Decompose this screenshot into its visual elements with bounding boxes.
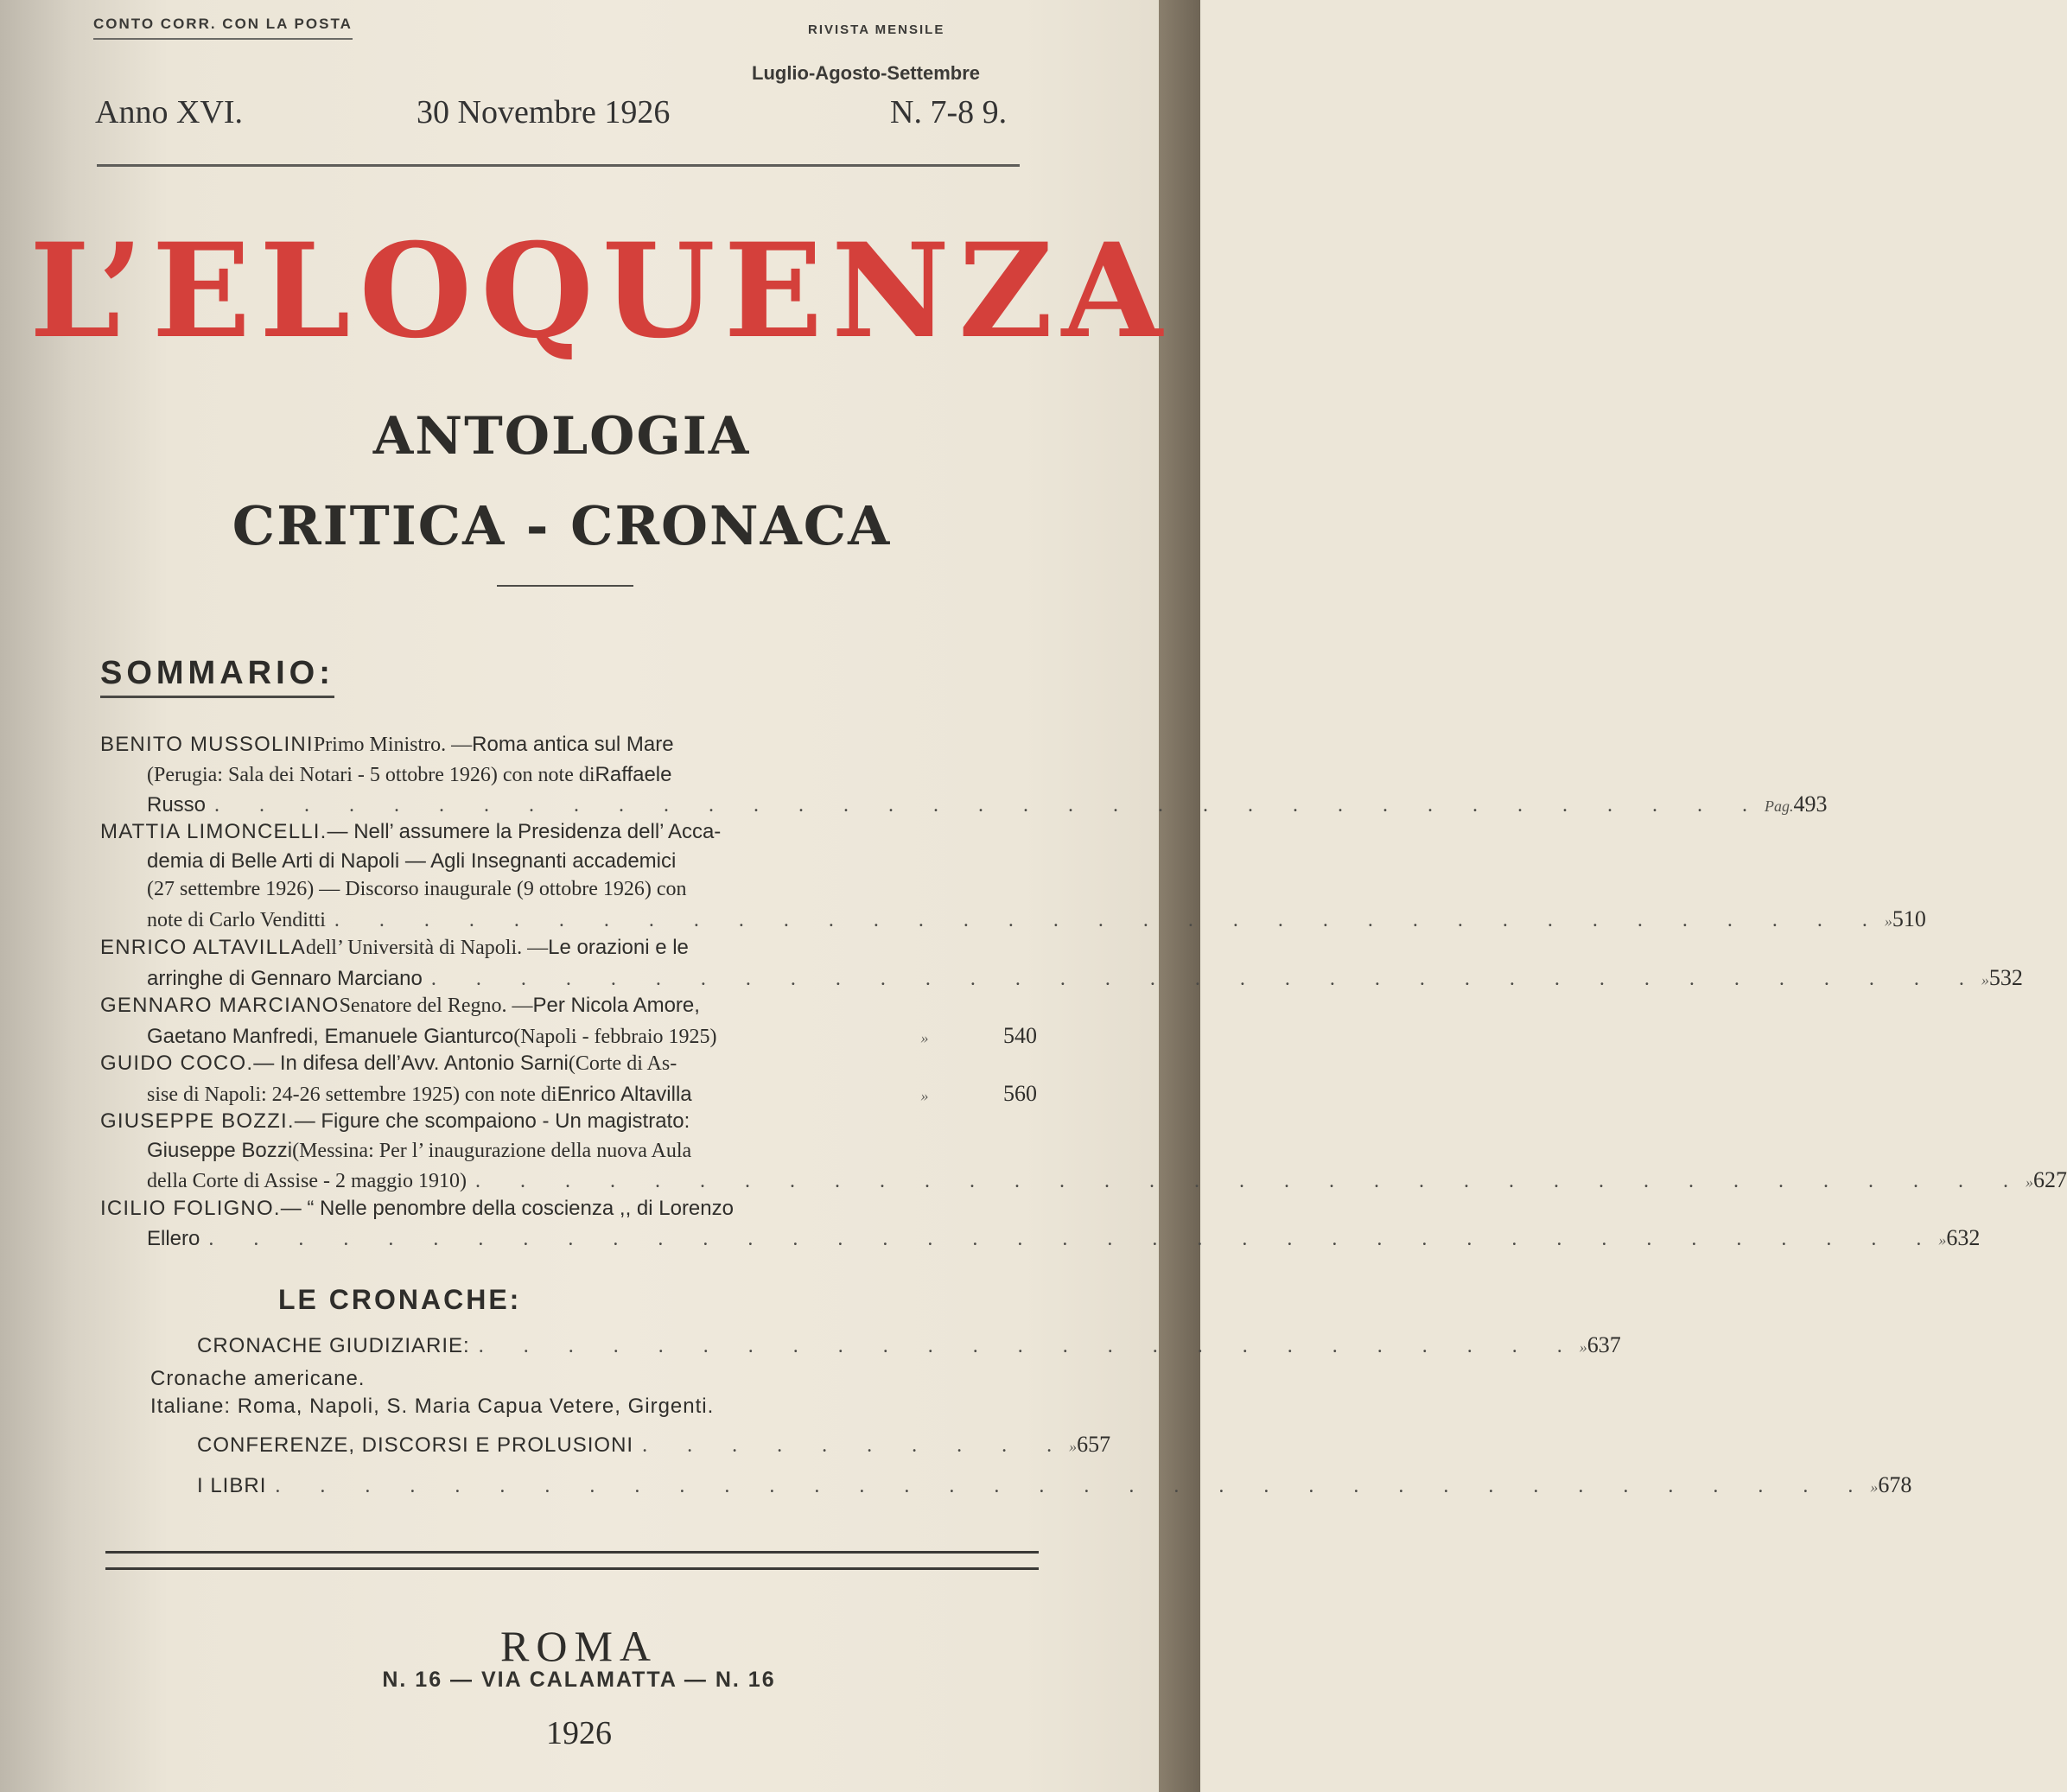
publication-year: 1926 [546, 1715, 612, 1751]
entry-title: Roma antica sul Mare [472, 733, 674, 756]
conto-posta-label: CONTO CORR. CON LA POSTA [93, 16, 353, 40]
conferenze-row: CONFERENZE, DISCORSI E PROLUSIONI . . . . . . . . . . » 657 [100, 1430, 1037, 1461]
ditto-mark: » [920, 1086, 929, 1104]
months-label: Luglio-Agosto-Settembre [752, 62, 980, 84]
entry-author: GIUSEPPE BOZZI. [100, 1109, 295, 1133]
entry-text: arringhe di Gennaro Marciano [147, 966, 423, 990]
footer-rule-bottom [105, 1567, 1039, 1570]
entry-text: (Perugia: Sala dei Notari - 5 ottobre 1926) con note di [147, 763, 595, 786]
entry-text: sise di Napoli: 24-26 settembre 1925) con note di [147, 1083, 557, 1106]
ditto-mark: » [920, 1028, 929, 1046]
ditto-mark: » [2025, 1173, 2033, 1191]
toc-entry-coco [100, 1049, 1037, 1110]
entry-author: ENRICO ALTAVILLA [100, 936, 306, 959]
cronache-americane: Cronache americane. [150, 1367, 366, 1390]
ditto-mark: » [1938, 1230, 1947, 1249]
ditto-mark: » [1870, 1478, 1879, 1496]
toc-entry-foligno: ICILIO FOLIGNO. — “ Nelle penombre della coscienza ,, di Lorenzo Ellero . . . . . . . . . . . . . . . . . . . . . . . . . . . . . . . . . . . . . . . » 632 [100, 1194, 1037, 1255]
entry-text: Primo Ministro. — [313, 734, 473, 756]
entry-text: (27 settembre 1926) — Discorso inaugurale (9 ottobre 1926) con [147, 878, 687, 900]
entry-title: — In difesa dell’Avv. Antonio Sarni [253, 1052, 569, 1075]
libri-label: I LIBRI [197, 1474, 267, 1497]
toc-entry-marciano [100, 991, 1037, 1052]
libri-row: I LIBRI . . . . . . . . . . . . . . . . . . . . . . . . . . . . . . . . . . . . » 678 [100, 1471, 1037, 1502]
entry-text: Giuseppe Bozzi [147, 1138, 293, 1162]
toc-entry-mussolini: BENITO MUSSOLINI Primo Ministro. — Roma antica sul Mare (Perugia: Sala dei Notari - 5 ottobre 1926) con note di Raffaele Russo . . . . . . . . . . . . . . . . . . . . . . . . . . . . . . . . . . . Pag. 493 [100, 730, 1037, 822]
entry-page: 540 [1003, 1022, 1037, 1048]
sommario-heading: SOMMARIO: [100, 655, 334, 698]
entry-text: (Napoli - febbraio 1925) [513, 1025, 717, 1048]
anno-label: Anno XVI. [95, 94, 243, 130]
entry-page: 510 [1892, 906, 1926, 931]
entry-title: Le orazioni e le [548, 936, 689, 959]
conferenze-label: CONFERENZE, DISCORSI E PROLUSIONI [197, 1433, 634, 1457]
issue-date: 30 Novembre 1926 [417, 94, 671, 130]
entry-page: 532 [1988, 964, 2023, 990]
entry-text: dell’ Università di Napoli. — [305, 937, 549, 959]
toc-entry-bozzi: GIUSEPPE BOZZI. — Figure che scompaiono - Un magistrato: Giuseppe Bozzi (Messina: Per l’ inaugurazione della nuova Aula della Corte di Assise - 2 maggio 1910) . . . . . . . . . . . . . . . . . . . . . . . . . . . . . . . . . . . » 627 [100, 1107, 1037, 1198]
entry-page: 560 [1003, 1080, 1037, 1106]
entry-author: GENNARO MARCIANO [100, 994, 340, 1017]
entry-title: — “ Nelle penombre della coscienza ,, di Lorenzo [280, 1197, 734, 1220]
ditto-mark: » [1884, 912, 1892, 930]
entry-text: Russo [147, 793, 207, 817]
entry-title: — Figure che scompaiono - Un magistrato: [294, 1109, 690, 1133]
entry-text: Senatore del Regno. — [339, 994, 533, 1017]
entry-text: — Nell’ assumere la Presidenza dell’ Acca- [327, 820, 722, 843]
cronache-heading: LE CRONACHE: [278, 1284, 522, 1315]
publisher-address: N. 16 — VIA CALAMATTA — N. 16 [382, 1668, 776, 1692]
entry-title: Per Nicola Amore, [532, 994, 700, 1017]
cronache-giudiziarie-page: 637 [1587, 1332, 1621, 1357]
conferenze-page: 657 [1077, 1432, 1111, 1457]
magazine-title: L’ELOQUENZA [29, 215, 1171, 367]
footer-rule-top [105, 1551, 1039, 1554]
issue-number: N. 7-8 9. [890, 94, 1008, 130]
entry-author: GUIDO COCO. [100, 1052, 254, 1075]
entry-author: ICILIO FOLIGNO. [100, 1197, 281, 1220]
header-rule [97, 164, 1020, 167]
entry-author: MATTIA LIMONCELLI. [100, 820, 328, 843]
toc-entry-limoncelli: MATTIA LIMONCELLI. — Nell’ assumere la Presidenza dell’ Acca- demia di Belle Arti di Napoli — Agli Insegnanti accademici (27 settembre 1926) — Discorso inaugurale (9 ottobre 1926) con note di Carlo Venditti . . . . . . . . . . . . . . . . . . . . . . . . . . . . . . . . . . . » 510 [100, 817, 1037, 936]
entry-text: Raffaele [595, 762, 672, 786]
entry-text: Gaetano Manfredi, Emanuele Gianturco [147, 1024, 514, 1048]
publisher-city: ROMA [499, 1622, 658, 1670]
cronache-giudiziarie-row: CRONACHE GIUDIZIARIE: . . . . . . . . . . . . . . . . . . . . . . . . . » 637 [100, 1331, 1037, 1362]
cronache-giudiziarie-label: CRONACHE GIUDIZIARIE: [197, 1334, 470, 1357]
ditto-mark: » [1981, 970, 1989, 988]
libri-page: 678 [1878, 1472, 1912, 1497]
entry-text: (Messina: Per l’ inaugurazione della nuova Aula [292, 1139, 692, 1162]
ditto-mark: » [1069, 1438, 1078, 1455]
subtitle-rule [497, 585, 633, 587]
entry-text: Ellero [147, 1226, 200, 1250]
entry-author: BENITO MUSSOLINI [100, 733, 314, 756]
entry-text: note di Carlo Venditti [147, 908, 326, 931]
subtitle-critica-cronaca: CRITICA - CRONACA [232, 494, 892, 557]
entry-text: Enrico Altavilla [556, 1082, 692, 1106]
ditto-mark: » [1579, 1338, 1587, 1356]
entry-page: 632 [1946, 1224, 1981, 1250]
cronache-italiane: Italiane: Roma, Napoli, S. Maria Capua Vetere, Girgenti. [150, 1395, 715, 1418]
entry-text: (Corte di As- [568, 1052, 677, 1075]
entry-page: 627 [2032, 1167, 2067, 1192]
toc-entry-altavilla: ENRICO ALTAVILLA dell’ Università di Napoli. — Le orazioni e le arringhe di Gennaro Marciano . . . . . . . . . . . . . . . . . . . . . . . . . . . . . . . . . . . » 532 [100, 933, 1037, 994]
entry-text: demia di Belle Arti di Napoli — Agli Insegnanti accademici [147, 848, 677, 873]
pag-label: Pag. [1765, 798, 1794, 815]
rivista-mensile-label: RIVISTA MENSILE [808, 22, 945, 37]
entry-text: della Corte di Assise - 2 maggio 1910) [147, 1170, 467, 1192]
subtitle-antologia: ANTOLOGIA [372, 406, 751, 467]
entry-page: 493 [1793, 791, 1828, 817]
